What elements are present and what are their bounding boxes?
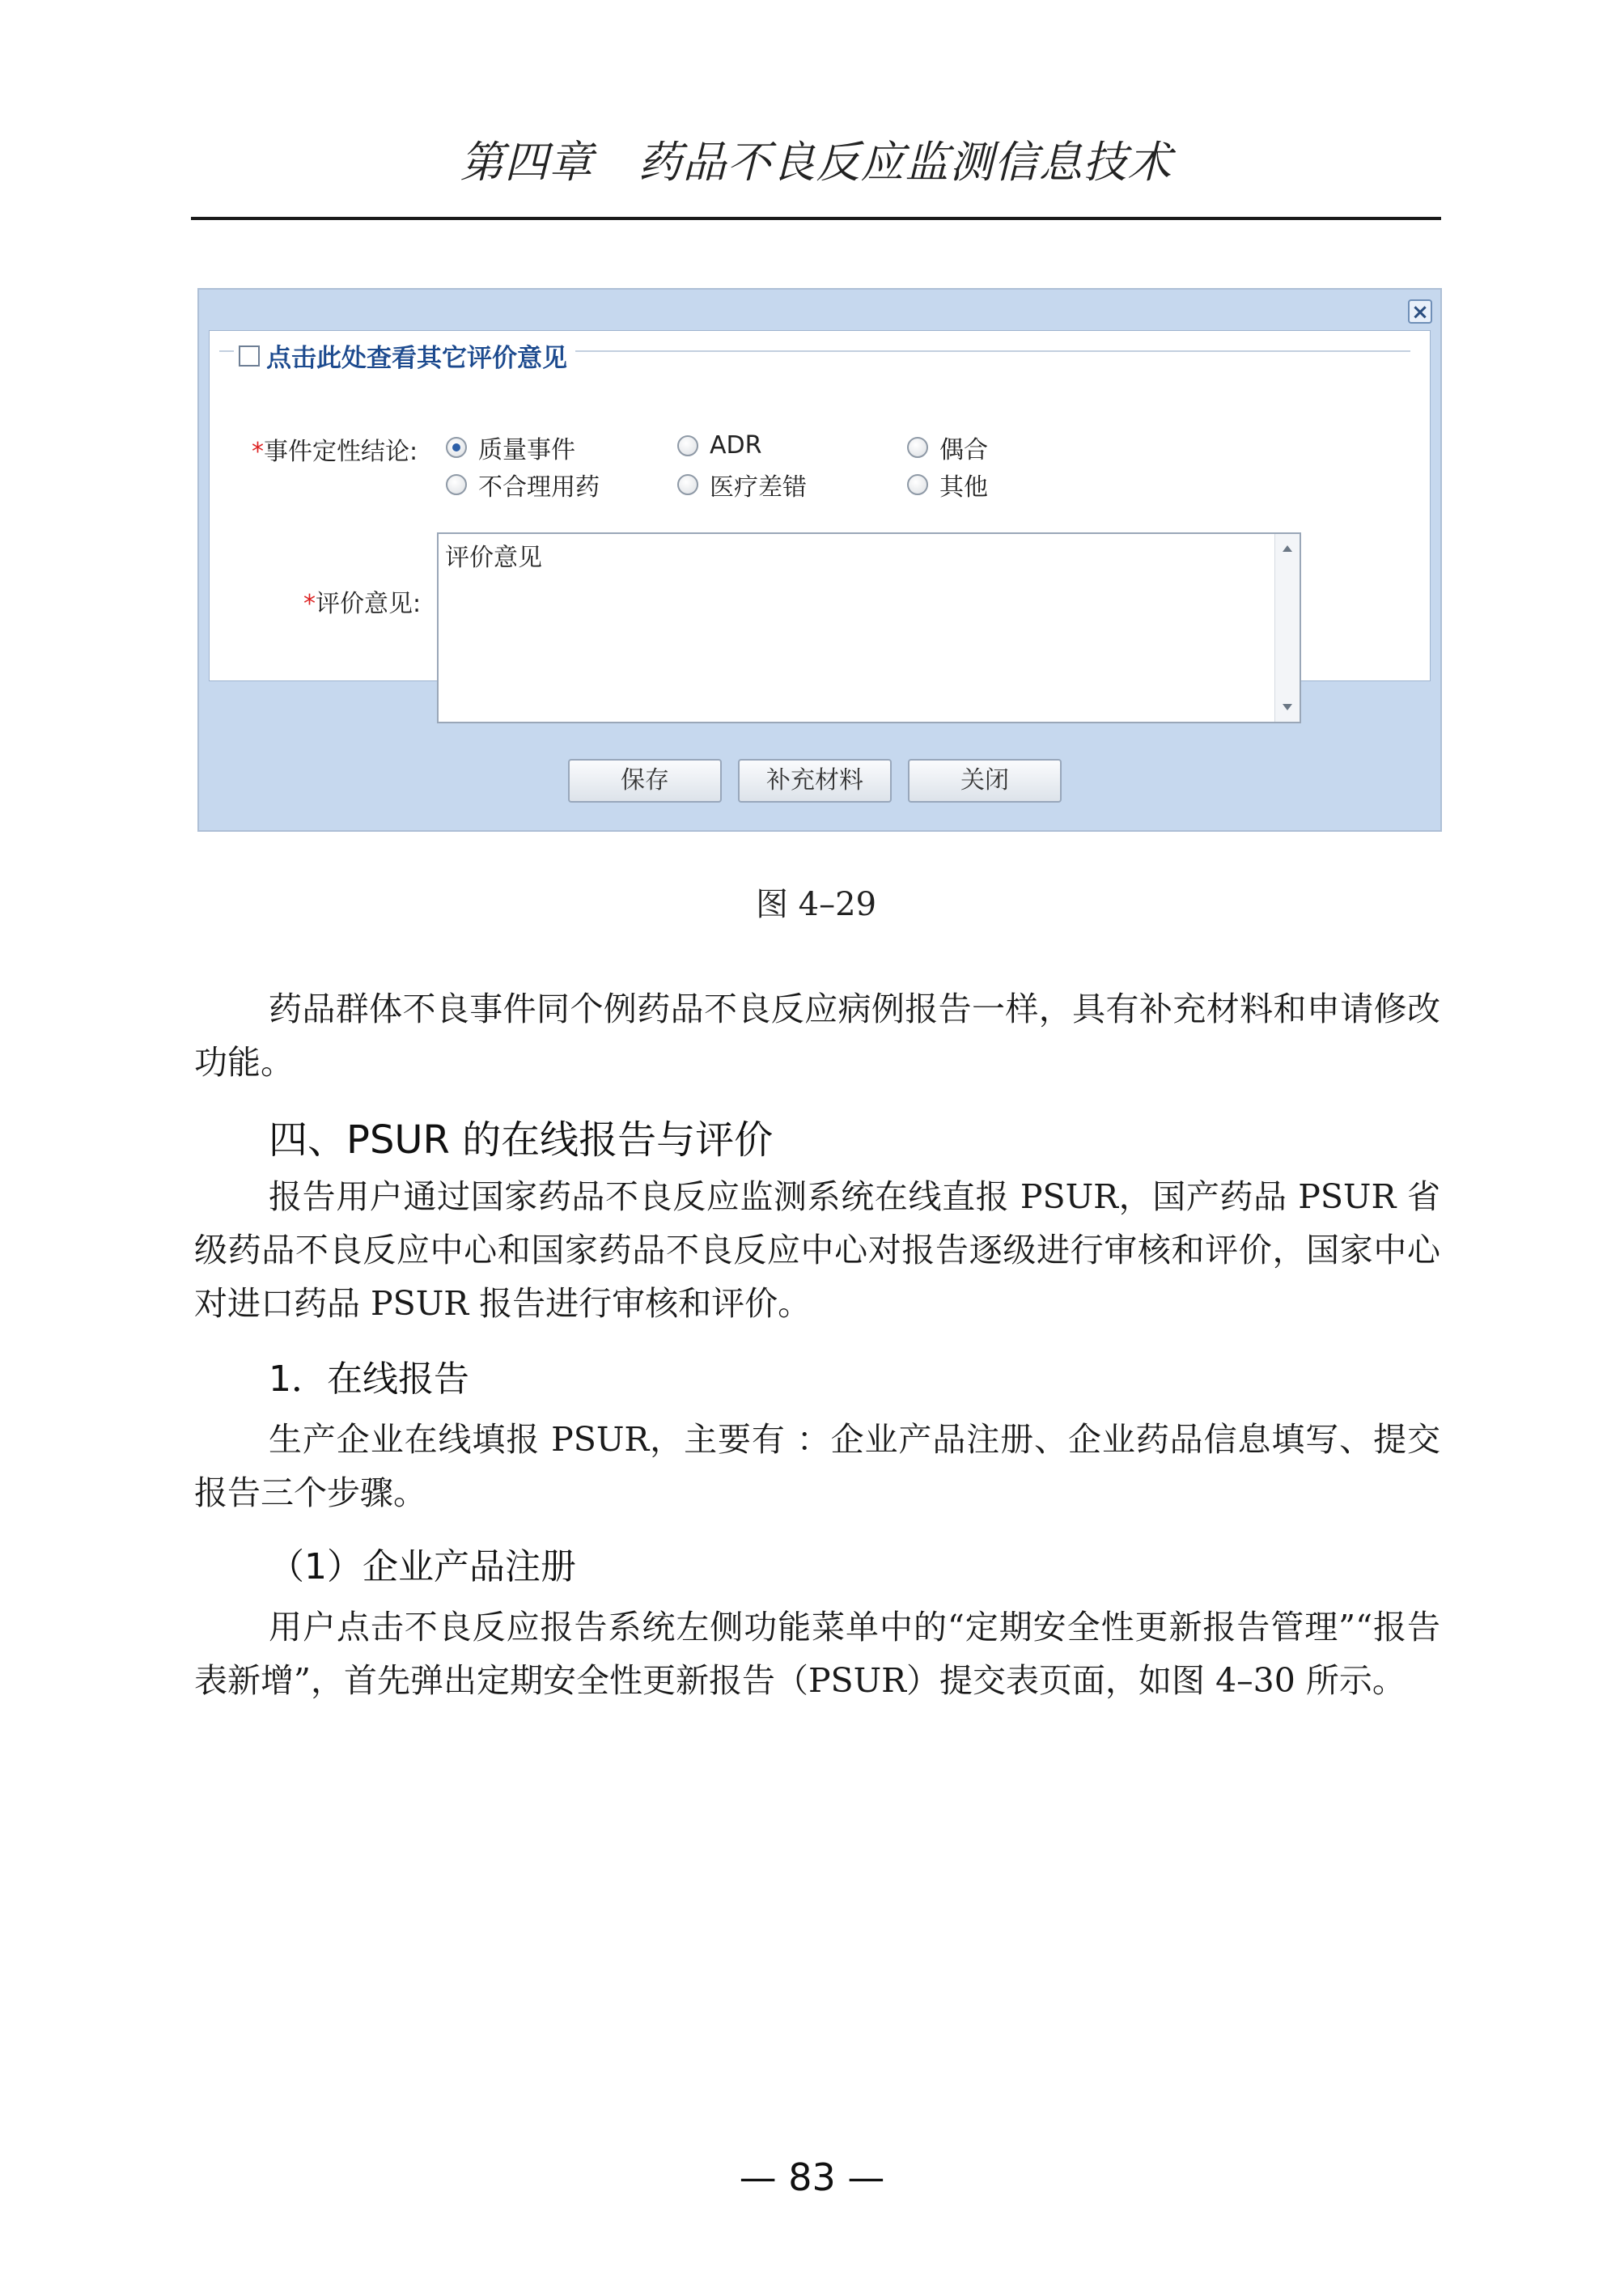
radio-irrational-use[interactable]: 不合理用药 [446, 467, 600, 502]
radio-button-icon[interactable] [677, 435, 698, 456]
radio-coincidence[interactable]: 偶合 [907, 430, 988, 465]
radio-medical-error[interactable]: 医疗差错 [677, 467, 807, 502]
radio-adr[interactable]: ADR [677, 431, 761, 460]
radio-button-icon[interactable] [907, 474, 928, 495]
view-other-opinions-label[interactable]: 点击此处查看其它评价意见 [266, 344, 567, 373]
radio-other[interactable]: 其他 [907, 467, 988, 502]
scroll-down-icon[interactable] [1283, 704, 1292, 710]
subheading: 1．在线报告 [269, 1358, 469, 1400]
body-paragraph: 用户点击不良反应报告系统左侧功能菜单中的“定期安全性更新报告管理”“报告表新增”，首先弹出定期安全性更新报告（PSUR）提交表页面，如图 4–30 所示。 [194, 1608, 1440, 1700]
radio-button-icon[interactable] [907, 437, 928, 458]
figure-caption: 图 4–29 [755, 886, 877, 923]
scroll-up-icon[interactable] [1283, 545, 1292, 552]
close-icon[interactable]: × [1408, 299, 1432, 324]
body-paragraph: 报告用户通过国家药品不良反应监测系统在线直报 PSUR，国产药品 PSUR 省级药品不良反应中心和国家药品不良反应中心对报告逐级进行审核和评价，国家中心对进口药品 PSUR 报告进行审核和评价。 [194, 1177, 1440, 1323]
supplement-materials-button[interactable]: 补充材料 [738, 759, 892, 803]
event-conclusion-label: *事件定性结论: [252, 438, 418, 466]
opinion-text[interactable]: 评价意见 [445, 544, 542, 572]
opinion-label: *评价意见: [303, 590, 422, 618]
radio-button-icon[interactable] [446, 474, 467, 495]
opinion-textarea[interactable] [437, 532, 1301, 723]
view-other-opinions-checkbox[interactable] [239, 345, 260, 367]
close-button[interactable]: 关闭 [908, 759, 1062, 803]
body-paragraph: 药品群体不良事件同个例药品不良反应病例报告一样，具有补充材料和申请修改功能。 [194, 990, 1440, 1082]
radio-quality-event[interactable]: 质量事件 [446, 430, 575, 465]
textarea-scrollbar[interactable] [1274, 534, 1300, 722]
fieldset-legend [234, 337, 575, 374]
body-paragraph: 生产企业在线填报 PSUR，主要有 ：企业产品注册、企业药品信息填写、提交报告三个步骤。 [194, 1420, 1440, 1512]
running-header: 第四章 药品不良反应监测信息技术 [460, 137, 1172, 188]
radio-button-icon[interactable] [677, 474, 698, 495]
subheading: （1）企业产品注册 [269, 1546, 576, 1587]
header-rule [191, 217, 1441, 220]
section-heading: 四、PSUR 的在线报告与评价 [269, 1117, 774, 1163]
evaluation-dialog-screenshot [197, 288, 1442, 832]
page-number: — 83 — [739, 2155, 885, 2199]
radio-button-icon[interactable] [446, 437, 467, 458]
save-button[interactable]: 保存 [568, 759, 722, 803]
